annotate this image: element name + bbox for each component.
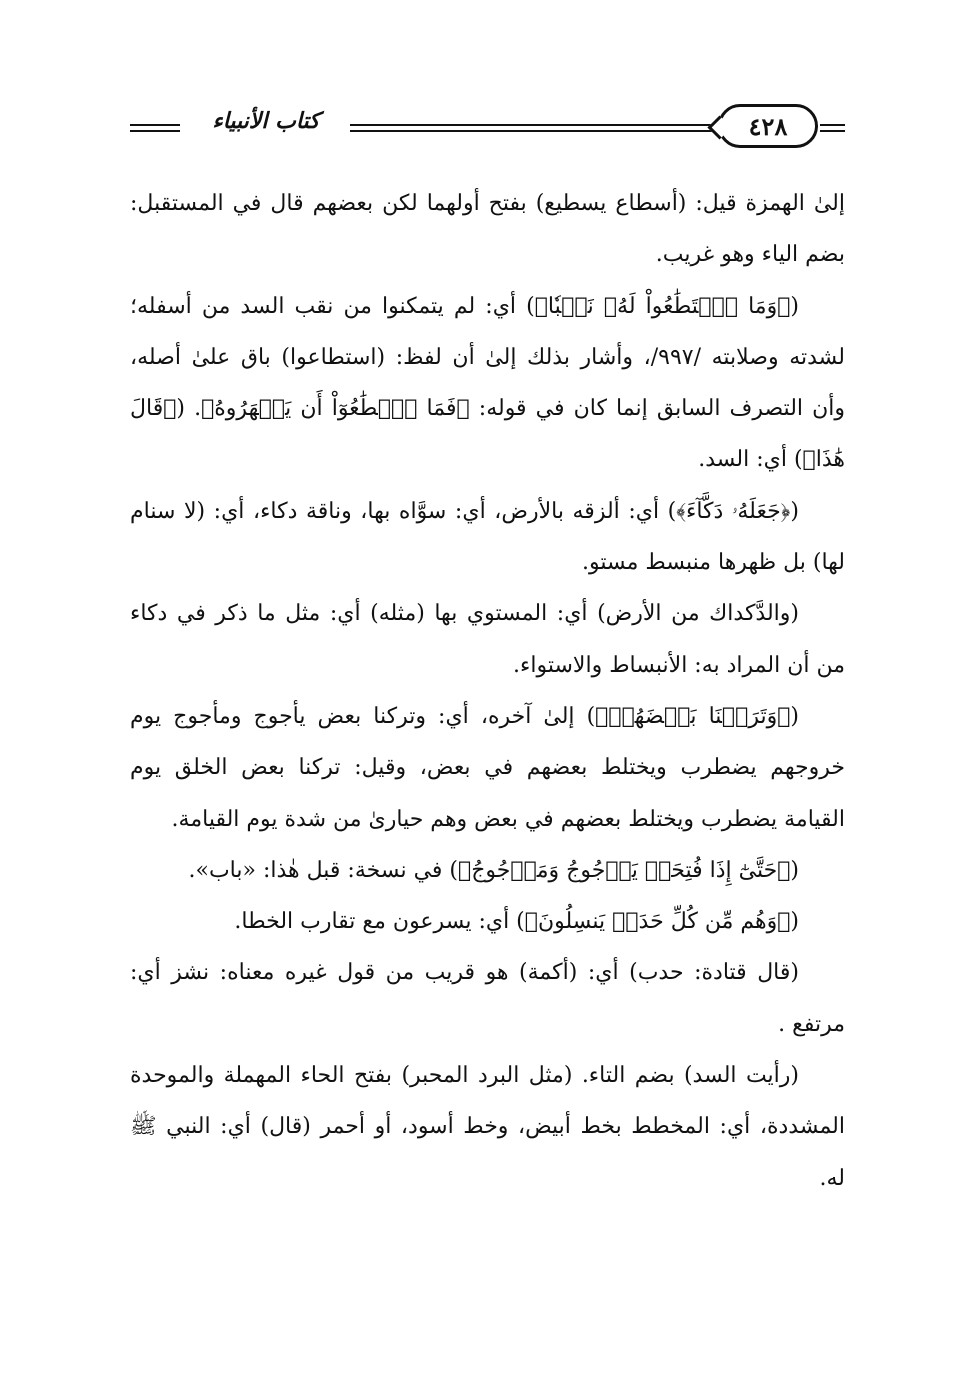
paragraph: (رأيت السد) بضم التاء. (مثل البرد المحبر) بفتح الحاء المهملة والموحدة المشددة، أي: المخطط بخط أبيض، وخط أسود، أو أحمر (قال) أي: النبي ﷺ له. xyxy=(130,1063,845,1191)
paragraph: (﴿وَهُم مِّن كُلِّ حَدَبٖ يَنسِلُونَ﴾) أي: يسرعون مع تقارب الخطا. xyxy=(234,909,799,935)
paragraph: إلىٰ الهمزة قيل: (أسطاع يسطيع) بفتح أولهما لكن بعضهم قال في المستقبل: بضم الياء وهو غريب. xyxy=(130,191,845,268)
header-rule-left xyxy=(130,124,180,132)
page-number: ٤٢٨ xyxy=(748,111,788,141)
page-number-badge xyxy=(718,104,818,148)
body-text xyxy=(130,178,845,1204)
paragraph: (﴿وَتَرَكۡنَا بَعۡضَهُمۡ﴾) إلىٰ آخره، أي: وتركنا بعض يأجوج ومأجوج يوم خروجهم يضطرب ويختلط بعضهم في بعض، وقيل: تركنا بعض الخلق يوم القيامة يضطرب ويختلط بعضهم في بعض وهم حيارىٰ من شدة يوم القيامة. xyxy=(130,703,845,832)
header-rule-right xyxy=(820,124,845,132)
paragraph: (قال قتادة: حدب) أي: (أكمة) هو قريب من قول غيره معناه: نشز أي: مرتفع . xyxy=(130,960,845,1037)
paragraph: (والدَّكداك من الأرض) أي: المستوي بها (مثله) أي: مثل ما ذكر في دكاء من أن المراد به: الأنبساط والاستواء. xyxy=(130,601,845,678)
paragraph: (﴿حَتَّىٰٓ إِذَا فُتِحَتۡ يَأۡجُوجُ وَمَأۡجُوجُ﴾) في نسخة: قبل هٰذا: «باب». xyxy=(188,857,799,883)
paragraph: (﴿جَعَلَهُۥ دَكَّآءَ﴾) أي: ألزقه بالأرض، أي: سوَّاه بها، وناقة دكاء، أي: (لا سنام لها) بل ظهرها منبسط مستو. xyxy=(130,498,845,576)
running-header xyxy=(130,100,845,158)
book-title: كتاب الأنبياء xyxy=(212,108,320,134)
paragraph: (﴿وَمَا ٱسۡتَطَٰعُواْ لَهُۥ نَقۡبٗا﴾) أي: لم يتمكنوا من نقب السد من أسفله؛ لشدته وصلابته /٩٩٧/، وأشار بذلك إلىٰ أن لفظ: (استطاعوا) باق علىٰ أصله، وأن التصرف السابق إنما كان في قوله: ﴿فَمَا ٱسۡطَٰعُوٓاْ أَن يَظۡهَرُوهُ﴾. (﴿قَالَ هَٰذَا﴾) أي: السد. xyxy=(130,293,845,473)
header-rule-middle xyxy=(350,124,715,132)
